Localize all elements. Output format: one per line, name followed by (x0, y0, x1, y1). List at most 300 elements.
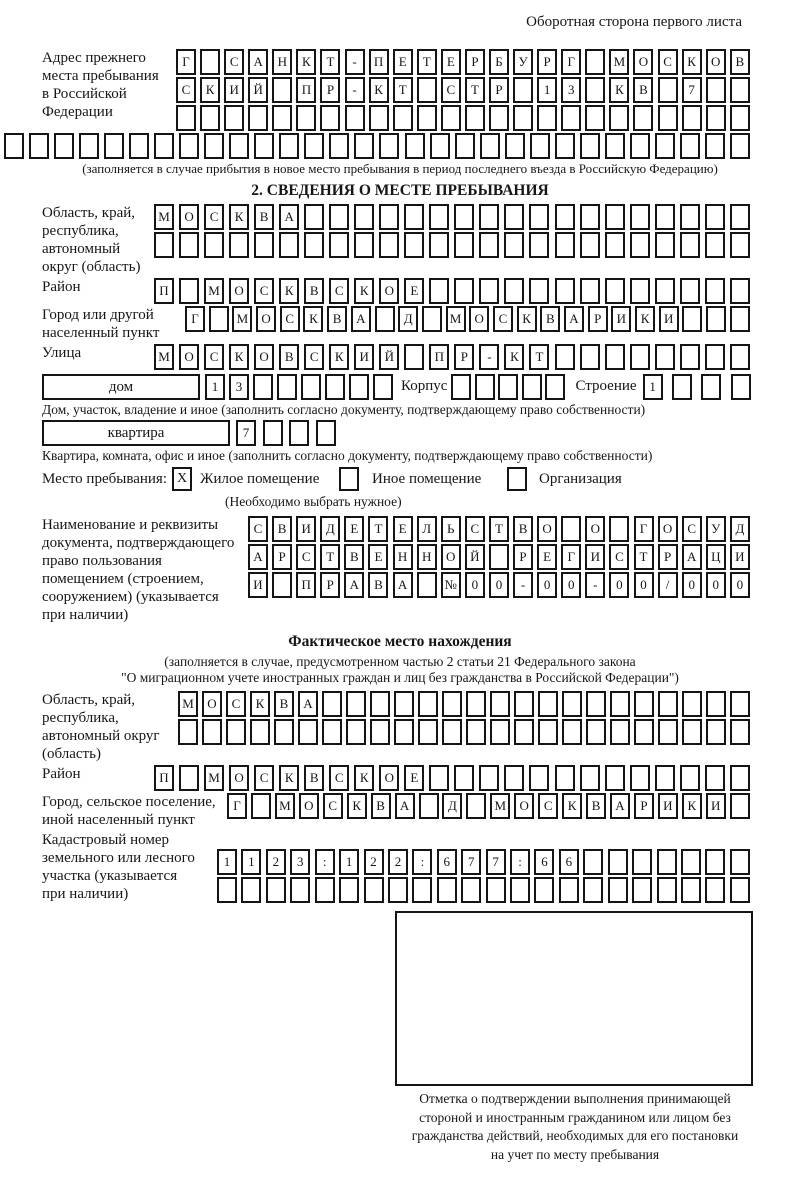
char-box[interactable] (605, 344, 625, 370)
char-box[interactable] (412, 877, 432, 903)
char-box[interactable] (680, 344, 700, 370)
char-box[interactable] (329, 204, 349, 230)
char-box[interactable] (316, 420, 336, 446)
char-box[interactable]: О (299, 793, 319, 819)
char-box[interactable]: Т (634, 544, 654, 570)
char-box[interactable]: К (229, 204, 249, 230)
char-box[interactable] (480, 133, 500, 159)
char-box[interactable] (605, 278, 625, 304)
char-box[interactable] (429, 204, 449, 230)
char-box[interactable]: 0 (537, 572, 557, 598)
char-box[interactable] (279, 133, 299, 159)
char-box[interactable] (585, 49, 605, 75)
char-box[interactable] (555, 133, 575, 159)
char-box[interactable]: В (540, 306, 560, 332)
char-box[interactable]: Р (272, 544, 292, 570)
char-box[interactable] (633, 105, 653, 131)
char-box[interactable]: Р (658, 544, 678, 570)
char-box[interactable]: 6 (559, 849, 579, 875)
char-box[interactable] (655, 765, 675, 791)
char-box[interactable]: М (204, 765, 224, 791)
char-box[interactable]: С (280, 306, 300, 332)
char-box[interactable] (555, 278, 575, 304)
char-box[interactable] (580, 204, 600, 230)
char-box[interactable] (657, 877, 677, 903)
char-box[interactable]: А (248, 544, 268, 570)
char-box[interactable] (706, 77, 726, 103)
char-box[interactable] (705, 344, 725, 370)
char-box[interactable]: М (609, 49, 629, 75)
char-box[interactable] (562, 719, 582, 745)
char-box[interactable] (630, 765, 650, 791)
char-box[interactable] (304, 232, 324, 258)
char-box[interactable] (176, 105, 196, 131)
char-box[interactable] (442, 719, 462, 745)
char-box[interactable]: С (204, 204, 224, 230)
char-box[interactable] (178, 719, 198, 745)
char-box[interactable] (418, 691, 438, 717)
char-box[interactable] (369, 105, 389, 131)
char-box[interactable] (466, 793, 486, 819)
char-box[interactable] (379, 204, 399, 230)
char-box[interactable]: Л (417, 516, 437, 542)
char-box[interactable]: П (369, 49, 389, 75)
dom-box[interactable]: дом (42, 374, 200, 400)
char-box[interactable]: О (256, 306, 276, 332)
char-box[interactable] (514, 719, 534, 745)
char-box[interactable]: К (682, 49, 702, 75)
char-box[interactable]: К (296, 49, 316, 75)
char-box[interactable] (489, 544, 509, 570)
char-box[interactable] (179, 278, 199, 304)
char-box[interactable]: 0 (561, 572, 581, 598)
char-box[interactable]: В (513, 516, 533, 542)
char-box[interactable]: В (730, 49, 750, 75)
char-box[interactable] (404, 232, 424, 258)
char-box[interactable] (504, 232, 524, 258)
char-box[interactable] (608, 849, 628, 875)
char-box[interactable] (475, 374, 495, 400)
char-box[interactable]: М (154, 204, 174, 230)
char-box[interactable] (354, 232, 374, 258)
char-box[interactable]: А (610, 793, 630, 819)
char-box[interactable] (545, 374, 565, 400)
char-box[interactable]: Й (465, 544, 485, 570)
checkbox-org[interactable] (507, 467, 527, 491)
char-box[interactable] (451, 374, 471, 400)
char-box[interactable] (417, 572, 437, 598)
char-box[interactable] (179, 765, 199, 791)
char-box[interactable] (672, 374, 692, 400)
char-box[interactable] (634, 691, 654, 717)
char-box[interactable]: Т (489, 516, 509, 542)
char-box[interactable]: 0 (465, 572, 485, 598)
char-box[interactable]: А (351, 306, 371, 332)
char-box[interactable] (253, 374, 273, 400)
char-box[interactable] (730, 765, 750, 791)
char-box[interactable] (322, 719, 342, 745)
char-box[interactable] (730, 232, 750, 258)
char-box[interactable]: М (490, 793, 510, 819)
char-box[interactable]: № (441, 572, 461, 598)
char-box[interactable] (680, 133, 700, 159)
char-box[interactable] (706, 719, 726, 745)
char-box[interactable] (657, 849, 677, 875)
char-box[interactable]: Р (320, 572, 340, 598)
char-box[interactable]: А (393, 572, 413, 598)
char-box[interactable] (630, 278, 650, 304)
char-box[interactable] (226, 719, 246, 745)
char-box[interactable]: 1 (643, 374, 663, 400)
char-box[interactable] (730, 849, 750, 875)
char-box[interactable]: Б (489, 49, 509, 75)
char-box[interactable]: 7 (461, 849, 481, 875)
char-box[interactable]: В (371, 793, 391, 819)
char-box[interactable] (682, 719, 702, 745)
char-box[interactable]: К (303, 306, 323, 332)
char-box[interactable]: Д (730, 516, 750, 542)
char-box[interactable]: К (354, 278, 374, 304)
char-box[interactable] (555, 765, 575, 791)
char-box[interactable] (655, 344, 675, 370)
char-box[interactable]: 7 (682, 77, 702, 103)
char-box[interactable] (583, 849, 603, 875)
char-box[interactable] (479, 232, 499, 258)
char-box[interactable]: С (226, 691, 246, 717)
char-box[interactable]: Р (588, 306, 608, 332)
char-box[interactable]: В (327, 306, 347, 332)
char-box[interactable] (224, 105, 244, 131)
char-box[interactable] (538, 691, 558, 717)
char-box[interactable]: И (730, 544, 750, 570)
char-box[interactable]: Т (529, 344, 549, 370)
char-box[interactable] (680, 232, 700, 258)
char-box[interactable]: О (585, 516, 605, 542)
char-box[interactable] (454, 765, 474, 791)
char-box[interactable]: П (154, 278, 174, 304)
char-box[interactable] (461, 877, 481, 903)
char-box[interactable]: : (315, 849, 335, 875)
char-box[interactable] (466, 719, 486, 745)
char-box[interactable] (583, 877, 603, 903)
char-box[interactable] (680, 278, 700, 304)
char-box[interactable] (559, 877, 579, 903)
char-box[interactable]: С (296, 544, 316, 570)
char-box[interactable] (705, 232, 725, 258)
char-box[interactable] (609, 105, 629, 131)
char-box[interactable] (250, 719, 270, 745)
char-box[interactable] (706, 306, 726, 332)
char-box[interactable]: Р (634, 793, 654, 819)
char-box[interactable]: И (659, 306, 679, 332)
char-box[interactable]: О (179, 204, 199, 230)
char-box[interactable] (429, 765, 449, 791)
char-box[interactable] (417, 105, 437, 131)
char-box[interactable] (394, 691, 414, 717)
char-box[interactable] (610, 691, 630, 717)
char-box[interactable] (346, 691, 366, 717)
char-box[interactable] (370, 691, 390, 717)
char-box[interactable] (104, 133, 124, 159)
char-box[interactable]: Д (398, 306, 418, 332)
char-box[interactable] (229, 232, 249, 258)
char-box[interactable]: С (323, 793, 343, 819)
char-box[interactable] (129, 133, 149, 159)
char-box[interactable]: С (609, 544, 629, 570)
char-box[interactable] (322, 691, 342, 717)
char-box[interactable]: Р (513, 544, 533, 570)
char-box[interactable]: Н (393, 544, 413, 570)
char-box[interactable] (272, 77, 292, 103)
char-box[interactable]: К (517, 306, 537, 332)
char-box[interactable] (354, 204, 374, 230)
char-box[interactable] (179, 133, 199, 159)
char-box[interactable]: С (254, 278, 274, 304)
char-box[interactable] (586, 691, 606, 717)
char-box[interactable]: С (248, 516, 268, 542)
char-box[interactable] (29, 133, 49, 159)
char-box[interactable]: - (513, 572, 533, 598)
char-box[interactable]: О (254, 344, 274, 370)
char-box[interactable] (585, 77, 605, 103)
char-box[interactable] (479, 278, 499, 304)
char-box[interactable] (605, 765, 625, 791)
char-box[interactable]: С (304, 344, 324, 370)
char-box[interactable]: В (368, 572, 388, 598)
char-box[interactable] (730, 793, 750, 819)
char-box[interactable]: Г (634, 516, 654, 542)
char-box[interactable]: Е (441, 49, 461, 75)
char-box[interactable]: П (296, 77, 316, 103)
char-box[interactable]: В (344, 544, 364, 570)
char-box[interactable] (680, 204, 700, 230)
char-box[interactable] (479, 204, 499, 230)
char-box[interactable] (561, 105, 581, 131)
char-box[interactable]: Е (368, 544, 388, 570)
char-box[interactable] (630, 232, 650, 258)
char-box[interactable] (437, 877, 457, 903)
char-box[interactable] (555, 232, 575, 258)
char-box[interactable] (441, 105, 461, 131)
char-box[interactable]: И (585, 544, 605, 570)
char-box[interactable]: П (296, 572, 316, 598)
char-box[interactable] (586, 719, 606, 745)
char-box[interactable] (490, 719, 510, 745)
char-box[interactable]: И (658, 793, 678, 819)
char-box[interactable] (706, 691, 726, 717)
char-box[interactable] (513, 105, 533, 131)
char-box[interactable] (561, 516, 581, 542)
char-box[interactable] (349, 374, 369, 400)
char-box[interactable] (379, 133, 399, 159)
char-box[interactable] (301, 374, 321, 400)
char-box[interactable] (705, 133, 725, 159)
char-box[interactable] (701, 374, 721, 400)
char-box[interactable] (217, 877, 237, 903)
char-box[interactable]: 1 (537, 77, 557, 103)
char-box[interactable] (730, 278, 750, 304)
char-box[interactable] (320, 105, 340, 131)
char-box[interactable] (730, 133, 750, 159)
char-box[interactable] (204, 133, 224, 159)
char-box[interactable]: Р (454, 344, 474, 370)
char-box[interactable]: А (344, 572, 364, 598)
char-box[interactable]: И (611, 306, 631, 332)
char-box[interactable]: М (232, 306, 252, 332)
char-box[interactable]: А (682, 544, 702, 570)
char-box[interactable] (608, 877, 628, 903)
char-box[interactable] (555, 344, 575, 370)
char-box[interactable]: У (706, 516, 726, 542)
char-box[interactable]: В (586, 793, 606, 819)
char-box[interactable] (296, 105, 316, 131)
char-box[interactable]: К (562, 793, 582, 819)
char-box[interactable]: В (274, 691, 294, 717)
char-box[interactable]: С (493, 306, 513, 332)
char-box[interactable] (580, 765, 600, 791)
char-box[interactable] (290, 877, 310, 903)
char-box[interactable]: Г (185, 306, 205, 332)
char-box[interactable]: И (248, 572, 268, 598)
char-box[interactable] (248, 105, 268, 131)
char-box[interactable] (393, 105, 413, 131)
char-box[interactable] (682, 105, 702, 131)
char-box[interactable] (504, 278, 524, 304)
char-box[interactable] (465, 105, 485, 131)
char-box[interactable]: И (354, 344, 374, 370)
char-box[interactable] (529, 204, 549, 230)
char-box[interactable] (254, 133, 274, 159)
char-box[interactable]: 1 (217, 849, 237, 875)
char-box[interactable]: М (204, 278, 224, 304)
char-box[interactable]: К (279, 765, 299, 791)
char-box[interactable] (632, 877, 652, 903)
char-box[interactable]: Р (489, 77, 509, 103)
char-box[interactable]: 3 (290, 849, 310, 875)
char-box[interactable] (364, 877, 384, 903)
char-box[interactable] (379, 232, 399, 258)
char-box[interactable] (200, 105, 220, 131)
char-box[interactable]: О (633, 49, 653, 75)
char-box[interactable]: О (537, 516, 557, 542)
char-box[interactable]: М (446, 306, 466, 332)
char-box[interactable]: М (178, 691, 198, 717)
char-box[interactable] (304, 133, 324, 159)
char-box[interactable]: О (469, 306, 489, 332)
char-box[interactable] (680, 765, 700, 791)
char-box[interactable] (272, 105, 292, 131)
char-box[interactable] (430, 133, 450, 159)
char-box[interactable] (682, 306, 702, 332)
char-box[interactable] (339, 877, 359, 903)
char-box[interactable] (325, 374, 345, 400)
char-box[interactable] (266, 877, 286, 903)
char-box[interactable] (375, 306, 395, 332)
char-box[interactable]: О (229, 278, 249, 304)
char-box[interactable]: 0 (706, 572, 726, 598)
char-box[interactable]: Н (417, 544, 437, 570)
char-box[interactable] (417, 77, 437, 103)
char-box[interactable] (706, 105, 726, 131)
char-box[interactable]: 0 (489, 572, 509, 598)
char-box[interactable] (204, 232, 224, 258)
char-box[interactable]: 6 (534, 849, 554, 875)
char-box[interactable] (630, 133, 650, 159)
char-box[interactable] (537, 105, 557, 131)
char-box[interactable] (658, 691, 678, 717)
char-box[interactable]: И (224, 77, 244, 103)
char-box[interactable] (605, 133, 625, 159)
char-box[interactable] (681, 877, 701, 903)
char-box[interactable] (263, 420, 283, 446)
char-box[interactable] (418, 719, 438, 745)
char-box[interactable]: Ь (441, 516, 461, 542)
char-box[interactable]: К (229, 344, 249, 370)
char-box[interactable] (505, 133, 525, 159)
char-box[interactable]: / (658, 572, 678, 598)
char-box[interactable] (354, 133, 374, 159)
char-box[interactable] (419, 793, 439, 819)
char-box[interactable]: - (345, 77, 365, 103)
char-box[interactable] (632, 849, 652, 875)
char-box[interactable] (154, 133, 174, 159)
char-box[interactable]: А (298, 691, 318, 717)
char-box[interactable]: 1 (241, 849, 261, 875)
checkbox-zhiloe[interactable]: X (172, 467, 192, 491)
char-box[interactable]: Е (393, 49, 413, 75)
char-box[interactable]: К (329, 344, 349, 370)
char-box[interactable]: 0 (609, 572, 629, 598)
char-box[interactable]: О (514, 793, 534, 819)
char-box[interactable]: А (395, 793, 415, 819)
kvartira-box[interactable]: квартира (42, 420, 230, 446)
char-box[interactable]: И (296, 516, 316, 542)
char-box[interactable]: В (272, 516, 292, 542)
char-box[interactable] (610, 719, 630, 745)
char-box[interactable]: К (200, 77, 220, 103)
char-box[interactable]: У (513, 49, 533, 75)
char-box[interactable]: С (204, 344, 224, 370)
char-box[interactable] (682, 691, 702, 717)
char-box[interactable] (630, 344, 650, 370)
char-box[interactable]: Е (404, 765, 424, 791)
char-box[interactable] (513, 77, 533, 103)
char-box[interactable]: М (275, 793, 295, 819)
char-box[interactable]: К (682, 793, 702, 819)
char-box[interactable] (522, 374, 542, 400)
char-box[interactable] (658, 719, 678, 745)
char-box[interactable] (655, 204, 675, 230)
char-box[interactable]: К (635, 306, 655, 332)
char-box[interactable]: Й (379, 344, 399, 370)
char-box[interactable]: Ц (706, 544, 726, 570)
char-box[interactable]: 6 (437, 849, 457, 875)
char-box[interactable] (370, 719, 390, 745)
char-box[interactable]: К (250, 691, 270, 717)
char-box[interactable] (705, 204, 725, 230)
char-box[interactable]: - (345, 49, 365, 75)
char-box[interactable] (605, 232, 625, 258)
char-box[interactable]: О (379, 278, 399, 304)
char-box[interactable] (681, 849, 701, 875)
char-box[interactable] (486, 877, 506, 903)
char-box[interactable]: 1 (339, 849, 359, 875)
char-box[interactable]: 0 (730, 572, 750, 598)
char-box[interactable] (730, 204, 750, 230)
char-box[interactable] (609, 516, 629, 542)
char-box[interactable]: Г (561, 544, 581, 570)
char-box[interactable]: Е (404, 278, 424, 304)
